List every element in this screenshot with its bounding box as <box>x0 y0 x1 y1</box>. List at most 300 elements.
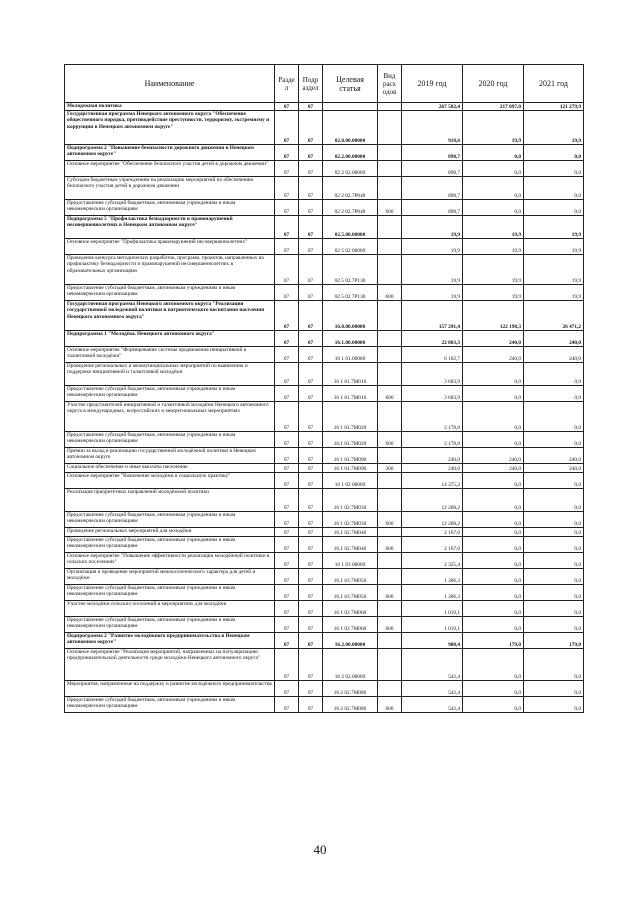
cell-podrazdel: 07 <box>299 301 323 331</box>
cell-razdel: 07 <box>275 111 299 145</box>
cell-2021: 0,0 <box>524 200 584 216</box>
cell-target-article: 02 5.02 7P130 <box>323 285 378 301</box>
cell-2021: 26 471,2 <box>524 301 584 331</box>
cell-2021: 240,0 <box>524 331 584 347</box>
cell-2021: 0,0 <box>524 145 584 161</box>
cell-name: Подпрограмма 5 "Профилактика безнадзорности и правонарушений несовершеннолетних в Ненецком автономном округе" <box>65 216 275 239</box>
cell-2021: 240,0 <box>524 347 584 363</box>
cell-expense-type <box>378 569 402 585</box>
cell-name: Участие молодёжи сельских поселений в мероприятиях для молодёжи <box>65 601 275 617</box>
cell-target-article: 16 1 03 7M060 <box>323 617 378 633</box>
cell-expense-type: 600 <box>378 697 402 713</box>
cell-expense-type <box>378 363 402 386</box>
cell-2020: 0,0 <box>463 363 524 386</box>
cell-razdel: 07 <box>275 512 299 528</box>
cell-name: Предоставление субсидий бюджетным, автономным учреждениям и иным некоммерческим организациям <box>65 537 275 553</box>
cell-2020: 122 198,3 <box>463 301 524 331</box>
cell-target-article: 02 2 02.00000 <box>323 161 378 177</box>
cell-2019: 1 019,1 <box>402 617 463 633</box>
cell-podrazdel: 07 <box>299 617 323 633</box>
cell-expense-type <box>378 177 402 200</box>
cell-2019: 19,9 <box>402 285 463 301</box>
table-row <box>65 617 584 633</box>
cell-expense-type <box>378 111 402 145</box>
budget-table <box>64 64 584 713</box>
cell-2020: 0,0 <box>463 489 524 512</box>
cell-razdel: 07 <box>275 489 299 512</box>
cell-name: Участие представителей инициативной и талантливой молодёжи Ненецкого автономного округа в международных, всероссийских и межрегиональных мероприятиях <box>65 402 275 432</box>
table-row <box>65 528 584 537</box>
cell-razdel: 07 <box>275 347 299 363</box>
cell-expense-type: 600 <box>378 432 402 448</box>
cell-name: Молодежная политика <box>65 103 275 111</box>
cell-expense-type <box>378 649 402 681</box>
cell-podrazdel: 07 <box>299 177 323 200</box>
cell-2019: 2 167,0 <box>402 528 463 537</box>
table-row <box>65 331 584 347</box>
table-row <box>65 239 584 255</box>
cell-razdel: 07 <box>275 528 299 537</box>
cell-razdel: 07 <box>275 331 299 347</box>
cell-razdel: 07 <box>275 697 299 713</box>
header-2020: 2020 год <box>463 65 524 103</box>
header-target-article: Целевая статья <box>323 65 378 103</box>
cell-expense-type <box>378 331 402 347</box>
cell-podrazdel: 07 <box>299 473 323 489</box>
table-row <box>65 448 584 464</box>
table-row <box>65 569 584 585</box>
cell-2021: 19,9 <box>524 255 584 285</box>
cell-2019: 12 208,2 <box>402 512 463 528</box>
cell-2019: 157 291,4 <box>402 301 463 331</box>
cell-2021: 0,0 <box>524 681 584 697</box>
cell-expense-type <box>378 216 402 239</box>
table-row <box>65 347 584 363</box>
table-row <box>65 200 584 216</box>
cell-podrazdel: 07 <box>299 386 323 402</box>
cell-2019: 6 102,7 <box>402 347 463 363</box>
cell-razdel: 07 <box>275 617 299 633</box>
cell-target-article: 16 1 01.7M090 <box>323 464 378 473</box>
header-podrazdel: Подр аздел <box>299 65 323 103</box>
cell-podrazdel: 07 <box>299 464 323 473</box>
cell-name: Подпрограмма 1 "Молодёжь Ненецкого автономного округа" <box>65 331 275 347</box>
cell-razdel: 07 <box>275 633 299 649</box>
cell-2020: 240,0 <box>463 331 524 347</box>
table-row <box>65 145 584 161</box>
cell-target-article: 02.5.00.00000 <box>323 216 378 239</box>
cell-razdel: 07 <box>275 537 299 553</box>
cell-target-article: 16.1 02.7M040 <box>323 528 378 537</box>
cell-razdel: 07 <box>275 569 299 585</box>
cell-name: Подпрограмма 2 "Повышение безопасности дорожного движения в Ненецком автономном округе" <box>65 145 275 161</box>
cell-expense-type <box>378 448 402 464</box>
cell-razdel: 07 <box>275 239 299 255</box>
header-name: Наименование <box>65 65 275 103</box>
cell-2019: 14 375,2 <box>402 473 463 489</box>
table-row <box>65 402 584 432</box>
cell-2021: 240,0 <box>524 448 584 464</box>
cell-target-article: 02 5 02 00000 <box>323 239 378 255</box>
cell-name: Основное мероприятие "Профилактика правонарушений несовершеннолетних" <box>65 239 275 255</box>
cell-expense-type <box>378 239 402 255</box>
table-row <box>65 633 584 649</box>
cell-podrazdel: 07 <box>299 585 323 601</box>
header-2021: 2021 год <box>524 65 584 103</box>
cell-target-article: 02.2.00.00000 <box>323 145 378 161</box>
table-row <box>65 697 584 713</box>
cell-name: Предоставление субсидий бюджетным, автономным учреждениям и иным некоммерческим организациям <box>65 697 275 713</box>
header-expense-type: Вид расх одов <box>378 65 402 103</box>
header-2019: 2019 год <box>402 65 463 103</box>
cell-razdel: 07 <box>275 681 299 697</box>
cell-2019: 240,0 <box>402 448 463 464</box>
cell-target-article: 16.1.00.00000 <box>323 331 378 347</box>
cell-2020: 217 097,0 <box>463 103 524 111</box>
cell-2020: 19,9 <box>463 111 524 145</box>
cell-target-article: 16 2 02.7M080 <box>323 697 378 713</box>
cell-target-article: 16.1 02.7M040 <box>323 537 378 553</box>
table-row <box>65 177 584 200</box>
cell-2020: 0,0 <box>463 601 524 617</box>
cell-razdel: 07 <box>275 285 299 301</box>
table-row <box>65 432 584 448</box>
cell-target-article: 02 2 02.7P040 <box>323 200 378 216</box>
table-row <box>65 103 584 111</box>
cell-2019: 19,9 <box>402 255 463 285</box>
cell-2021: 179,0 <box>524 633 584 649</box>
cell-2021: 0,0 <box>524 601 584 617</box>
cell-podrazdel: 07 <box>299 331 323 347</box>
cell-name: Проведение конкурса методических разработок, программ, проектов, направленных на профилактику безнадзорности и правонарушений несовершеннолетних в образовательных организациях <box>65 255 275 285</box>
cell-2020: 0,0 <box>463 553 524 569</box>
cell-2021: 0,0 <box>524 512 584 528</box>
cell-2021: 0,0 <box>524 537 584 553</box>
table-body <box>65 103 584 713</box>
cell-podrazdel: 07 <box>299 528 323 537</box>
cell-2021: 0,0 <box>524 553 584 569</box>
cell-name: Социальное обеспечение и иные выплаты населению <box>65 464 275 473</box>
cell-2019: 542,4 <box>402 649 463 681</box>
cell-podrazdel: 07 <box>299 489 323 512</box>
cell-expense-type <box>378 301 402 331</box>
cell-2021: 0,0 <box>524 649 584 681</box>
cell-2019: 3 683,9 <box>402 363 463 386</box>
cell-name: Основное мероприятие "Вовлечение молодёжи в социальную практику" <box>65 473 275 489</box>
cell-2019: 19,9 <box>402 216 463 239</box>
cell-target-article: 16.0.00.00000 <box>323 301 378 331</box>
table-row <box>65 649 584 681</box>
cell-2019: 19,9 <box>402 239 463 255</box>
cell-expense-type <box>378 489 402 512</box>
cell-2020: 0,0 <box>463 145 524 161</box>
cell-name: Государственная программа Ненецкого автономного округа "Реализация государственной молодежной политики и патриотического воспитания населения Ненецкого автономного округа" <box>65 301 275 331</box>
table-row <box>65 386 584 402</box>
cell-2019: 918,6 <box>402 111 463 145</box>
table-row <box>65 255 584 285</box>
cell-razdel: 07 <box>275 103 299 111</box>
cell-2021: 19,9 <box>524 216 584 239</box>
cell-2020: 179,0 <box>463 633 524 649</box>
cell-target-article: 02 2 02.7P040 <box>323 177 378 200</box>
cell-podrazdel: 07 <box>299 649 323 681</box>
table-row <box>65 473 584 489</box>
cell-2019: 267 502,4 <box>402 103 463 111</box>
cell-target-article: 16 1 02.7M030 <box>323 512 378 528</box>
table-row <box>65 489 584 512</box>
cell-2019: 1 306,3 <box>402 569 463 585</box>
cell-name: Подпрограмма 2 "Развитие молодёжного предпринимательства в Ненецком автономном округе" <box>65 633 275 649</box>
cell-expense-type <box>378 145 402 161</box>
cell-target-article: 16.2.00.00000 <box>323 633 378 649</box>
cell-2019: 22 803,3 <box>402 331 463 347</box>
cell-razdel: 07 <box>275 255 299 285</box>
cell-razdel: 07 <box>275 386 299 402</box>
cell-2019: 898,7 <box>402 177 463 200</box>
header-razdel: Разде л <box>275 65 299 103</box>
cell-2020: 19,9 <box>463 216 524 239</box>
cell-name: Предоставление субсидий бюджетным, автономным учреждениям и иным некоммерческим организациям <box>65 285 275 301</box>
cell-name: Проведение региональных и межмуниципальных мероприятий по выявлению и поддержке инициативной и талантливой молодёжи <box>65 363 275 386</box>
cell-expense-type: 600 <box>378 200 402 216</box>
cell-2021: 121 279,9 <box>524 103 584 111</box>
cell-2019: 2 178,8 <box>402 432 463 448</box>
cell-razdel: 07 <box>275 301 299 331</box>
cell-2021: 0,0 <box>524 432 584 448</box>
cell-2020: 240,0 <box>463 464 524 473</box>
cell-2021: 19,9 <box>524 285 584 301</box>
cell-2020: 0,0 <box>463 617 524 633</box>
cell-podrazdel: 07 <box>299 432 323 448</box>
page-number: 40 <box>313 842 327 857</box>
cell-2019: 898,7 <box>402 161 463 177</box>
cell-2021: 240,0 <box>524 464 584 473</box>
table-row <box>65 464 584 473</box>
cell-target-article: 16 2 02.7M080 <box>323 681 378 697</box>
cell-2020: 0,0 <box>463 432 524 448</box>
cell-podrazdel: 07 <box>299 448 323 464</box>
cell-2021: 0,0 <box>524 617 584 633</box>
cell-2020: 0,0 <box>463 386 524 402</box>
cell-2020: 0,0 <box>463 512 524 528</box>
cell-podrazdel: 07 <box>299 537 323 553</box>
cell-expense-type <box>378 633 402 649</box>
cell-2020: 0,0 <box>463 161 524 177</box>
cell-target-article: 16 1 01.7M020 <box>323 402 378 432</box>
cell-podrazdel: 07 <box>299 402 323 432</box>
table-row <box>65 363 584 386</box>
cell-podrazdel: 07 <box>299 255 323 285</box>
cell-2021: 0,0 <box>524 528 584 537</box>
cell-2020: 0,0 <box>463 528 524 537</box>
cell-2021: 19,9 <box>524 111 584 145</box>
cell-2021: 0,0 <box>524 177 584 200</box>
cell-2019: 542,4 <box>402 697 463 713</box>
cell-2020: 0,0 <box>463 473 524 489</box>
cell-razdel: 07 <box>275 553 299 569</box>
cell-target-article: 16 1 01.7M090 <box>323 448 378 464</box>
cell-name: Предоставление субсидий бюджетным, автономным учреждениям и иным некоммерческим организациям <box>65 200 275 216</box>
cell-razdel: 07 <box>275 448 299 464</box>
cell-target-article: 16 1 03 7M060 <box>323 601 378 617</box>
cell-name: Основное мероприятие "Формирование системы продвижения инициативной и талантливой молодёжи" <box>65 347 275 363</box>
cell-podrazdel: 07 <box>299 103 323 111</box>
cell-expense-type <box>378 347 402 363</box>
cell-2019: 1 019,1 <box>402 601 463 617</box>
cell-podrazdel: 07 <box>299 239 323 255</box>
cell-razdel: 07 <box>275 402 299 432</box>
cell-2020: 0,0 <box>463 697 524 713</box>
cell-razdel: 07 <box>275 216 299 239</box>
cell-expense-type: 300 <box>378 464 402 473</box>
cell-2020: 0,0 <box>463 177 524 200</box>
cell-expense-type <box>378 473 402 489</box>
cell-name: Предоставление субсидий бюджетным, автономным учреждениям и иным некоммерческим организациям <box>65 617 275 633</box>
table-row <box>65 601 584 617</box>
cell-2021: 0,0 <box>524 161 584 177</box>
cell-2019: 542,4 <box>402 681 463 697</box>
cell-2019: 12 208,2 <box>402 489 463 512</box>
cell-2019: 2 178,8 <box>402 402 463 432</box>
cell-name: Предоставление субсидий бюджетным, автономным учреждениям и иным некоммерческим организациям <box>65 386 275 402</box>
cell-razdel: 07 <box>275 432 299 448</box>
cell-2020: 19,9 <box>463 255 524 285</box>
cell-name: Государственная программа Ненецкого автономного округа "Обеспечение общественного порядка, противодействие преступности, терроризму, экстремизму и коррупции в Ненецком автономном округе" <box>65 111 275 145</box>
cell-podrazdel: 07 <box>299 697 323 713</box>
cell-2019: 2 325,4 <box>402 553 463 569</box>
cell-2020: 0,0 <box>463 585 524 601</box>
cell-expense-type <box>378 681 402 697</box>
cell-podrazdel: 07 <box>299 681 323 697</box>
cell-2019: 240,0 <box>402 464 463 473</box>
cell-name: Предоставление субсидий бюджетным, автономным учреждениям и иным некоммерческим организациям <box>65 512 275 528</box>
cell-expense-type: 600 <box>378 386 402 402</box>
cell-expense-type: 600 <box>378 285 402 301</box>
cell-razdel: 07 <box>275 473 299 489</box>
cell-target-article: 16 1 01.7M010 <box>323 386 378 402</box>
cell-2021: 0,0 <box>524 489 584 512</box>
cell-expense-type <box>378 161 402 177</box>
cell-2021: 0,0 <box>524 363 584 386</box>
cell-2019: 900,4 <box>402 633 463 649</box>
cell-podrazdel: 07 <box>299 216 323 239</box>
cell-target-article: 16 2 02.00000 <box>323 649 378 681</box>
cell-name: Субсидии бюджетным учреждениям на реализацию мероприятий по обеспечению безопасного участия детей в дорожном движении <box>65 177 275 200</box>
cell-expense-type <box>378 528 402 537</box>
cell-target-article: 16.1 03.7M050 <box>323 585 378 601</box>
cell-podrazdel: 07 <box>299 569 323 585</box>
cell-2019: 898,7 <box>402 200 463 216</box>
cell-razdel: 07 <box>275 464 299 473</box>
cell-target-article: 16 1 02 00000 <box>323 473 378 489</box>
cell-expense-type <box>378 601 402 617</box>
cell-2019: 2 167,0 <box>402 537 463 553</box>
cell-podrazdel: 07 <box>299 601 323 617</box>
cell-podrazdel: 07 <box>299 553 323 569</box>
cell-2020: 0,0 <box>463 569 524 585</box>
table-row <box>65 216 584 239</box>
cell-target-article: 16 1 02.7M030 <box>323 489 378 512</box>
cell-podrazdel: 07 <box>299 512 323 528</box>
cell-2021: 0,0 <box>524 386 584 402</box>
cell-razdel: 07 <box>275 363 299 386</box>
cell-name: Мероприятия, направленные на поддержку и развитие молодёжного предпринимательства <box>65 681 275 697</box>
cell-target-article: 16 1 01.00000 <box>323 347 378 363</box>
cell-podrazdel: 07 <box>299 363 323 386</box>
table-row <box>65 301 584 331</box>
cell-2020: 19,9 <box>463 239 524 255</box>
cell-podrazdel: 07 <box>299 347 323 363</box>
cell-expense-type: 600 <box>378 617 402 633</box>
cell-2020: 240,0 <box>463 448 524 464</box>
cell-name: Организация и проведение мероприятий межпоселенческого характера для детей и молодёжи <box>65 569 275 585</box>
cell-podrazdel: 07 <box>299 145 323 161</box>
table-row <box>65 553 584 569</box>
cell-2021: 19,9 <box>524 239 584 255</box>
cell-expense-type: 600 <box>378 537 402 553</box>
table-row <box>65 285 584 301</box>
cell-2020: 19,9 <box>463 285 524 301</box>
cell-expense-type <box>378 255 402 285</box>
cell-name: Основное мероприятие "Повышение эффективности реализации молодёжной политики в сельских поселениях" <box>65 553 275 569</box>
table-row <box>65 111 584 145</box>
cell-2020: 0,0 <box>463 402 524 432</box>
cell-2021: 0,0 <box>524 569 584 585</box>
cell-target-article <box>323 103 378 111</box>
cell-target-article: 16 1 01.7M010 <box>323 363 378 386</box>
table-row <box>65 585 584 601</box>
table-row <box>65 161 584 177</box>
cell-2021: 0,0 <box>524 585 584 601</box>
cell-target-article: 16.1 03.7M050 <box>323 569 378 585</box>
cell-razdel: 07 <box>275 601 299 617</box>
cell-name: Предоставление субсидий бюджетным, автономным учреждениям и иным некоммерческим организациям <box>65 585 275 601</box>
table-row <box>65 681 584 697</box>
cell-target-article: 16 1 03 00000 <box>323 553 378 569</box>
header-row <box>65 65 584 103</box>
cell-podrazdel: 07 <box>299 161 323 177</box>
cell-target-article: 02 5 02.7P130 <box>323 255 378 285</box>
cell-2019: 898,7 <box>402 145 463 161</box>
cell-2021: 0,0 <box>524 402 584 432</box>
cell-podrazdel: 07 <box>299 200 323 216</box>
cell-expense-type <box>378 553 402 569</box>
cell-2020: 240,0 <box>463 347 524 363</box>
cell-name: Основное мероприятие "Реализация мероприятий, направленных на популяризацию предпринимательской деятельности среди молодёжи Ненецкого автономного округа" <box>65 649 275 681</box>
cell-podrazdel: 07 <box>299 633 323 649</box>
cell-name: Премии за вклад в реализацию государственной молодёжной политики в Ненецком автономном округе <box>65 448 275 464</box>
cell-name: Реализация приоритетных направлений молодёжной политики <box>65 489 275 512</box>
cell-name: Основное мероприятие "Обеспечение безопасного участия детей в дорожном движении" <box>65 161 275 177</box>
cell-2019: 1 306,3 <box>402 585 463 601</box>
cell-podrazdel: 07 <box>299 111 323 145</box>
cell-razdel: 07 <box>275 145 299 161</box>
cell-name: Проведение региональных мероприятий для молодёжи <box>65 528 275 537</box>
cell-target-article: 16.1 01.7M020 <box>323 432 378 448</box>
cell-2020: 0,0 <box>463 649 524 681</box>
cell-expense-type <box>378 402 402 432</box>
cell-razdel: 07 <box>275 649 299 681</box>
cell-expense-type <box>378 103 402 111</box>
table-row <box>65 512 584 528</box>
cell-target-article: 02.0.00.00000 <box>323 111 378 145</box>
cell-razdel: 07 <box>275 161 299 177</box>
table-row <box>65 537 584 553</box>
cell-podrazdel: 07 <box>299 285 323 301</box>
cell-razdel: 07 <box>275 200 299 216</box>
cell-expense-type: 600 <box>378 585 402 601</box>
cell-2019: 3 683,9 <box>402 386 463 402</box>
